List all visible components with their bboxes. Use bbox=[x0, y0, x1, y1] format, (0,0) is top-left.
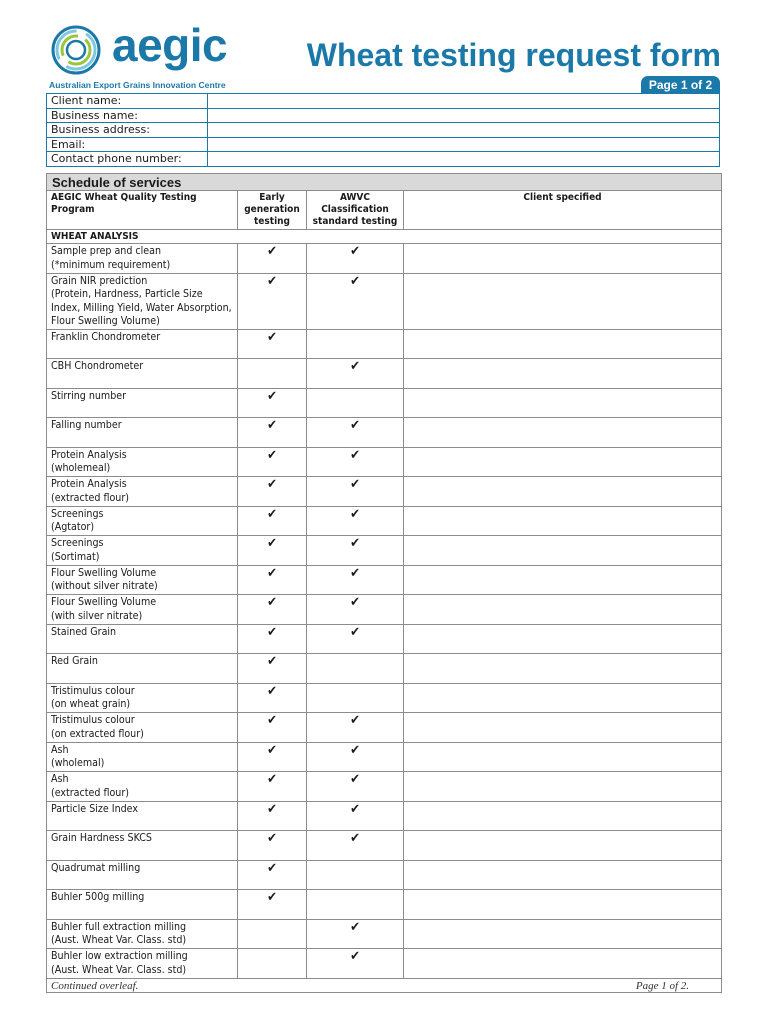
client-specified-cell[interactable] bbox=[404, 801, 722, 831]
service-name: Protein Analysis (extracted flour) bbox=[47, 477, 238, 507]
service-row bbox=[47, 831, 722, 861]
footer-continued: Continued overleaf. bbox=[51, 979, 139, 992]
early-generation-check[interactable]: ✔ bbox=[238, 654, 307, 684]
service-row bbox=[47, 595, 722, 625]
client-specified-cell[interactable] bbox=[404, 949, 722, 979]
service-name: Tristimulus colour (on wheat grain) bbox=[47, 683, 238, 713]
client-specified-cell[interactable] bbox=[404, 388, 722, 418]
section-heading: WHEAT ANALYSIS bbox=[47, 230, 722, 244]
early-generation-check[interactable]: ✔ bbox=[238, 683, 307, 713]
early-generation-check[interactable] bbox=[238, 949, 307, 979]
early-generation-check[interactable]: ✔ bbox=[238, 801, 307, 831]
early-generation-check[interactable]: ✔ bbox=[238, 713, 307, 743]
brand-name: aegic bbox=[112, 19, 228, 71]
client-field-value[interactable] bbox=[208, 108, 720, 123]
awvc-classification-check[interactable]: ✔ bbox=[307, 831, 404, 861]
early-generation-check[interactable]: ✔ bbox=[238, 506, 307, 536]
service-name: CBH Chondrometer bbox=[47, 359, 238, 389]
early-generation-check[interactable] bbox=[238, 359, 307, 389]
early-generation-check[interactable]: ✔ bbox=[238, 536, 307, 566]
col-early-header: Early generation testing bbox=[238, 191, 307, 230]
awvc-classification-check[interactable]: ✔ bbox=[307, 949, 404, 979]
service-row bbox=[47, 359, 722, 389]
awvc-classification-check[interactable]: ✔ bbox=[307, 244, 404, 274]
footer-page: Page 1 of 2. bbox=[635, 979, 690, 992]
early-generation-check[interactable]: ✔ bbox=[238, 742, 307, 772]
col-program-header: AEGIC Wheat Quality Testing Program bbox=[47, 191, 238, 230]
aegic-logo-mark-icon bbox=[46, 22, 106, 78]
service-row bbox=[47, 506, 722, 536]
service-row bbox=[47, 683, 722, 713]
client-field-row bbox=[47, 152, 720, 167]
client-specified-cell[interactable] bbox=[404, 742, 722, 772]
early-generation-check[interactable]: ✔ bbox=[238, 477, 307, 507]
early-generation-check[interactable]: ✔ bbox=[238, 388, 307, 418]
service-name: Flour Swelling Volume (with silver nitrate) bbox=[47, 595, 238, 625]
service-name: Stained Grain bbox=[47, 624, 238, 654]
service-row bbox=[47, 713, 722, 743]
client-specified-cell[interactable] bbox=[404, 683, 722, 713]
col-client-header: Client specified bbox=[404, 191, 722, 230]
awvc-classification-check[interactable] bbox=[307, 388, 404, 418]
early-generation-check[interactable]: ✔ bbox=[238, 447, 307, 477]
awvc-classification-check[interactable] bbox=[307, 683, 404, 713]
brand-subtitle: Australian Export Grains Innovation Centre bbox=[49, 80, 226, 90]
awvc-classification-check[interactable]: ✔ bbox=[307, 742, 404, 772]
service-name: Particle Size Index bbox=[47, 801, 238, 831]
schedule-table bbox=[46, 173, 722, 993]
awvc-classification-check[interactable]: ✔ bbox=[307, 273, 404, 329]
awvc-classification-check[interactable]: ✔ bbox=[307, 595, 404, 625]
service-row bbox=[47, 536, 722, 566]
client-specified-cell[interactable] bbox=[404, 890, 722, 920]
service-row bbox=[47, 742, 722, 772]
client-field-value[interactable] bbox=[208, 137, 720, 152]
client-specified-cell[interactable] bbox=[404, 447, 722, 477]
early-generation-check[interactable]: ✔ bbox=[238, 329, 307, 359]
service-name: Stirring number bbox=[47, 388, 238, 418]
client-field-label: Business name: bbox=[47, 108, 208, 123]
early-generation-check[interactable]: ✔ bbox=[238, 244, 307, 274]
awvc-classification-check[interactable]: ✔ bbox=[307, 772, 404, 802]
service-row bbox=[47, 388, 722, 418]
client-specified-cell[interactable] bbox=[404, 624, 722, 654]
client-specified-cell[interactable] bbox=[404, 595, 722, 625]
client-specified-cell[interactable] bbox=[404, 772, 722, 802]
awvc-classification-check[interactable]: ✔ bbox=[307, 713, 404, 743]
early-generation-check[interactable]: ✔ bbox=[238, 860, 307, 890]
client-specified-cell[interactable] bbox=[404, 536, 722, 566]
early-generation-check[interactable]: ✔ bbox=[238, 624, 307, 654]
client-specified-cell[interactable] bbox=[404, 359, 722, 389]
client-specified-cell[interactable] bbox=[404, 506, 722, 536]
client-details-table bbox=[46, 93, 720, 167]
footer-row bbox=[47, 978, 722, 992]
service-name: Tristimulus colour (on extracted flour) bbox=[47, 713, 238, 743]
aegic-logo bbox=[46, 18, 246, 93]
client-field-value[interactable] bbox=[208, 152, 720, 167]
column-header-row bbox=[47, 191, 722, 230]
service-row bbox=[47, 447, 722, 477]
early-generation-check[interactable]: ✔ bbox=[238, 418, 307, 448]
awvc-classification-check[interactable]: ✔ bbox=[307, 536, 404, 566]
client-specified-cell[interactable] bbox=[404, 477, 722, 507]
service-name: Grain NIR prediction (Protein, Hardness, Particle Size Index, Milling Yield, Water Absorption, Flour Swelling Volume) bbox=[47, 273, 238, 329]
early-generation-check[interactable]: ✔ bbox=[238, 273, 307, 329]
awvc-classification-check[interactable]: ✔ bbox=[307, 801, 404, 831]
awvc-classification-check[interactable]: ✔ bbox=[307, 359, 404, 389]
early-generation-check[interactable]: ✔ bbox=[238, 831, 307, 861]
early-generation-check[interactable]: ✔ bbox=[238, 595, 307, 625]
page-badge: Page 1 of 2 bbox=[641, 76, 720, 94]
service-name: Buhler full extraction milling (Aust. Wheat Var. Class. std) bbox=[47, 919, 238, 949]
footer-cell bbox=[47, 978, 722, 992]
service-name: Screenings (Agtator) bbox=[47, 506, 238, 536]
client-specified-cell[interactable] bbox=[404, 565, 722, 595]
awvc-classification-check[interactable] bbox=[307, 860, 404, 890]
service-name: Sample prep and clean (*minimum requirement) bbox=[47, 244, 238, 274]
section-row bbox=[47, 230, 722, 244]
client-field-label: Client name: bbox=[47, 94, 208, 109]
service-name: Buhler low extraction milling (Aust. Wheat Var. Class. std) bbox=[47, 949, 238, 979]
service-row bbox=[47, 890, 722, 920]
service-row bbox=[47, 244, 722, 274]
client-field-row bbox=[47, 137, 720, 152]
client-field-value[interactable] bbox=[208, 123, 720, 138]
client-field-row bbox=[47, 108, 720, 123]
service-name: Falling number bbox=[47, 418, 238, 448]
early-generation-check[interactable]: ✔ bbox=[238, 565, 307, 595]
client-specified-cell[interactable] bbox=[404, 713, 722, 743]
client-specified-cell[interactable] bbox=[404, 860, 722, 890]
service-name: Protein Analysis (wholemeal) bbox=[47, 447, 238, 477]
client-field-label: Email: bbox=[47, 137, 208, 152]
early-generation-check[interactable] bbox=[238, 919, 307, 949]
service-name: Red Grain bbox=[47, 654, 238, 684]
awvc-classification-check[interactable]: ✔ bbox=[307, 506, 404, 536]
awvc-classification-check[interactable] bbox=[307, 654, 404, 684]
client-specified-cell[interactable] bbox=[404, 654, 722, 684]
awvc-classification-check[interactable]: ✔ bbox=[307, 447, 404, 477]
service-row bbox=[47, 477, 722, 507]
col-awvc-header: AWVC Classification standard testing bbox=[307, 191, 404, 230]
awvc-classification-check[interactable]: ✔ bbox=[307, 477, 404, 507]
page-title: Wheat testing request form bbox=[306, 37, 721, 73]
service-row bbox=[47, 418, 722, 448]
service-name: Quadrumat milling bbox=[47, 860, 238, 890]
client-field-label: Contact phone number: bbox=[47, 152, 208, 167]
service-row bbox=[47, 801, 722, 831]
service-name: Ash (wholemal) bbox=[47, 742, 238, 772]
client-specified-cell[interactable] bbox=[404, 273, 722, 329]
service-row bbox=[47, 949, 722, 979]
service-name: Buhler 500g milling bbox=[47, 890, 238, 920]
awvc-classification-check[interactable]: ✔ bbox=[307, 919, 404, 949]
client-specified-cell[interactable] bbox=[404, 244, 722, 274]
service-row bbox=[47, 273, 722, 329]
client-field-value[interactable] bbox=[208, 94, 720, 109]
awvc-classification-check[interactable] bbox=[307, 890, 404, 920]
service-row bbox=[47, 565, 722, 595]
client-specified-cell[interactable] bbox=[404, 329, 722, 359]
awvc-classification-check[interactable]: ✔ bbox=[307, 565, 404, 595]
service-row bbox=[47, 919, 722, 949]
awvc-classification-check[interactable]: ✔ bbox=[307, 418, 404, 448]
client-field-row bbox=[47, 94, 720, 109]
service-row bbox=[47, 860, 722, 890]
client-field-label: Business address: bbox=[47, 123, 208, 138]
service-name: Grain Hardness SKCS bbox=[47, 831, 238, 861]
client-specified-cell[interactable] bbox=[404, 418, 722, 448]
service-row bbox=[47, 654, 722, 684]
service-name: Ash (extracted flour) bbox=[47, 772, 238, 802]
awvc-classification-check[interactable]: ✔ bbox=[307, 624, 404, 654]
service-name: Franklin Chondrometer bbox=[47, 329, 238, 359]
schedule-header-row bbox=[47, 174, 722, 191]
client-specified-cell[interactable] bbox=[404, 831, 722, 861]
service-name: Screenings (Sortimat) bbox=[47, 536, 238, 566]
service-name: Flour Swelling Volume (without silver nitrate) bbox=[47, 565, 238, 595]
client-field-row bbox=[47, 123, 720, 138]
schedule-heading: Schedule of services bbox=[47, 174, 722, 191]
early-generation-check[interactable]: ✔ bbox=[238, 772, 307, 802]
early-generation-check[interactable]: ✔ bbox=[238, 890, 307, 920]
client-specified-cell[interactable] bbox=[404, 919, 722, 949]
service-row bbox=[47, 329, 722, 359]
awvc-classification-check[interactable] bbox=[307, 329, 404, 359]
service-row bbox=[47, 624, 722, 654]
service-row bbox=[47, 772, 722, 802]
